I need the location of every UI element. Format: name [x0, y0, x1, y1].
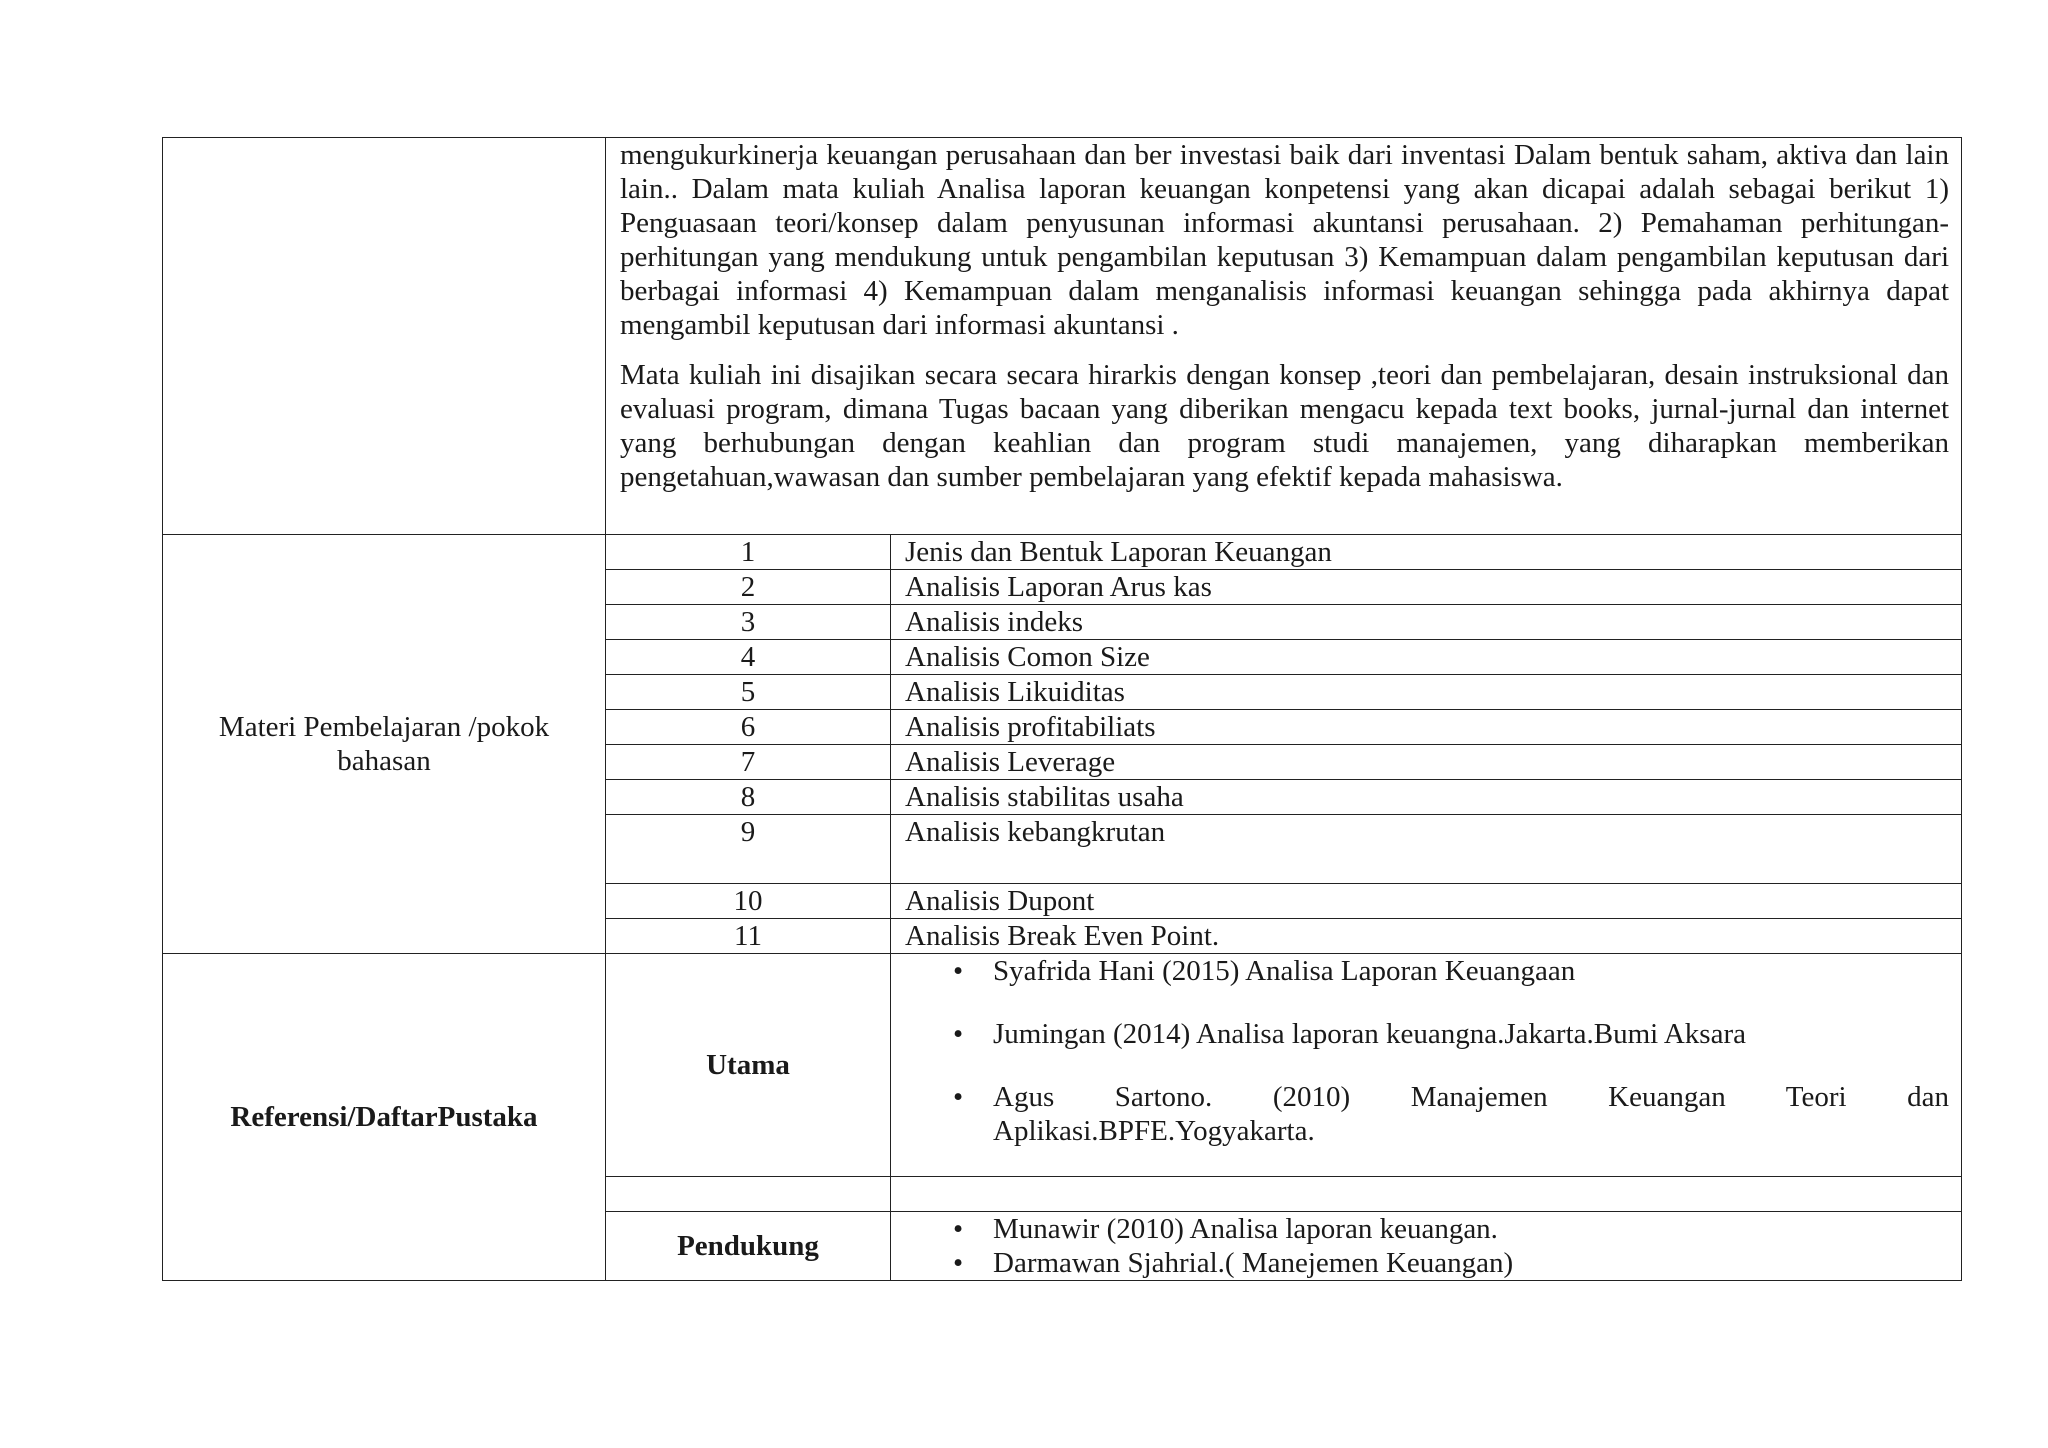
materi-topic: Analisis kebangkrutan: [891, 815, 1962, 884]
materi-topic: Analisis indeks: [891, 605, 1962, 640]
materi-number: 8: [606, 780, 891, 815]
materi-number: 2: [606, 570, 891, 605]
utama-references-cell: [891, 954, 1962, 1177]
empty-cell: [606, 1177, 891, 1212]
document-page: [162, 137, 1962, 1281]
materi-topic: Jenis dan Bentuk Laporan Keuangan: [891, 535, 1962, 570]
pendukung-references-cell: [891, 1212, 1962, 1281]
materi-topic: Analisis Likuiditas: [891, 675, 1962, 710]
materi-number: 3: [606, 605, 891, 640]
materi-number: 9: [606, 815, 891, 884]
reference-item: • Agus Sartono. (2010) Manajemen Keuangan Teori dan Aplikasi.BPFE.Yogyakarta.: [891, 1080, 1949, 1148]
materi-number: 1: [606, 535, 891, 570]
materi-label: Materi Pembelajaran /pokok bahasan: [163, 535, 606, 954]
description-label-cell: [163, 138, 606, 535]
materi-topic: Analisis Leverage: [891, 745, 1962, 780]
description-cell: [606, 138, 1962, 535]
description-row: [163, 138, 1962, 535]
reference-item: • Munawir (2010) Analisa laporan keuangan.: [891, 1212, 1949, 1246]
materi-number: 7: [606, 745, 891, 780]
pendukung-reference-list: [891, 1212, 1961, 1280]
materi-topic: Analisis stabilitas usaha: [891, 780, 1962, 815]
syllabus-table: [162, 137, 1962, 1281]
materi-number: 5: [606, 675, 891, 710]
materi-topic: Analisis Break Even Point.: [891, 919, 1962, 954]
pendukung-label: Pendukung: [606, 1212, 891, 1281]
materi-number: 4: [606, 640, 891, 675]
materi-topic: Analisis profitabiliats: [891, 710, 1962, 745]
materi-topic: Analisis Dupont: [891, 884, 1962, 919]
description-paragraph-1: mengukurkinerja keuangan perusahaan dan ber investasi baik dari inventasi Dalam bentuk saham, aktiva dan lain lain.. Dalam mata kuliah Analisa laporan keuangan konpetensi yang akan dicapai adalah sebagai berikut 1) Penguasaan teori/konsep dalam penyusunan informasi akuntansi perusahaan. 2) Pemahaman perhitungan-perhitungan yang mendukung untuk pengambilan keputusan 3) Kemampuan dalam pengambilan keputusan dari berbagai informasi 4) Kemampuan dalam menganalisis informasi keuangan sehingga pada akhirnya dapat mengambil keputusan dari informasi akuntansi .: [620, 139, 1949, 341]
reference-item: • Jumingan (2014) Analisa laporan keuangna.Jakarta.Bumi Aksara: [891, 1017, 1949, 1051]
utama-reference-list: [891, 954, 1961, 1176]
empty-cell: [891, 1177, 1962, 1212]
materi-topic: Analisis Laporan Arus kas: [891, 570, 1962, 605]
description-paragraph-2: Mata kuliah ini disajikan secara secara hirarkis dengan konsep ,teori dan pembelajaran, desain instruksional dan evaluasi program, dimana Tugas bacaan yang diberikan mengacu kepada text books, jurnal-jurnal dan internet yang berhubungan dengan keahlian dan program studi manajemen, yang diharapkan memberikan pengetahuan,wawasan dan sumber pembelajaran yang efektif kepada mahasiswa.: [620, 359, 1949, 493]
materi-topic: Analisis Comon Size: [891, 640, 1962, 675]
referensi-label: Referensi/DaftarPustaka: [163, 954, 606, 1281]
reference-item: • Darmawan Sjahrial.( Manejemen Keuangan): [891, 1246, 1949, 1280]
utama-label: Utama: [606, 954, 891, 1177]
materi-row: [163, 535, 1962, 570]
materi-number: 10: [606, 884, 891, 919]
referensi-utama-row: [163, 954, 1962, 1177]
materi-number: 11: [606, 919, 891, 954]
reference-item: • Syafrida Hani (2015) Analisa Laporan Keuangaan: [891, 954, 1949, 988]
materi-number: 6: [606, 710, 891, 745]
